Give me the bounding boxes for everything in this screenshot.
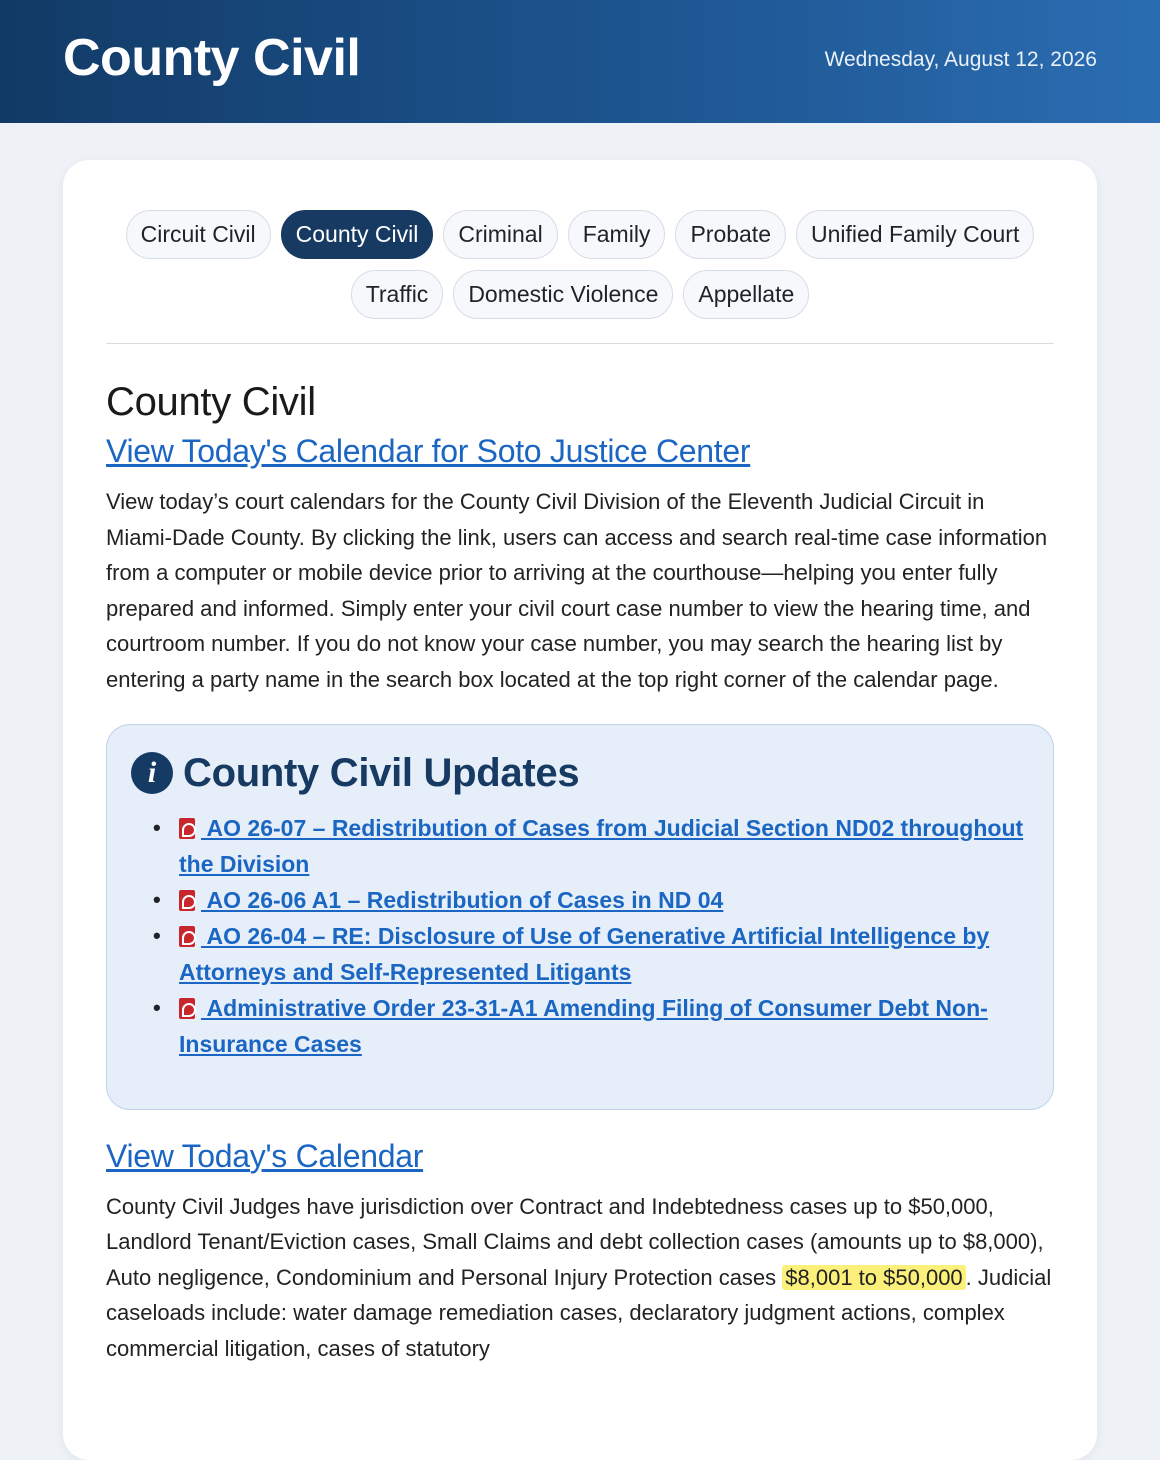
tab-family[interactable]: Family [568, 210, 666, 259]
updates-header [131, 751, 1029, 796]
updates-list [131, 810, 1029, 1062]
list-item [179, 990, 1029, 1062]
pdf-icon [179, 998, 195, 1019]
update-link-text: AO 26-07 – Redistribution of Cases from Judicial Section ND02 throughout the Division [179, 814, 1024, 877]
division-tabs [106, 160, 1054, 344]
update-link[interactable] [179, 923, 989, 985]
pdf-icon [179, 926, 195, 947]
info-icon: i [131, 752, 173, 794]
current-date: Wednesday, August 12, 2026 [824, 47, 1097, 71]
pdf-icon [179, 890, 195, 911]
update-link-text: Administrative Order 23-31-A1 Amending Filing of Consumer Debt Non-Insurance Cases [179, 994, 988, 1057]
todays-calendar-link[interactable]: View Today's Calendar [106, 1137, 424, 1174]
soto-calendar-link[interactable]: View Today's Calendar for Soto Justice Center [106, 433, 751, 469]
tab-probate[interactable]: Probate [675, 210, 786, 259]
page-title: County Civil [106, 380, 316, 424]
intro-paragraph: View today’s court calendars for the County Civil Division of the Eleventh Judicial Circuit in Miami-Dade County. By clicking the link, users can access and search real-time case information from a computer or mobile device prior to arriving at the courthouse—helping you enter fully prepared and informed. Simply enter your civil court case number to view the hearing time, and courtroom number. If you do not know your case number, you may search the hearing list by entering a party name in the search box located at the top right corner of the calendar page. [106, 489, 1048, 692]
pdf-icon [179, 818, 195, 839]
site-title: County Civil [63, 28, 361, 87]
tab-criminal[interactable]: Criminal [443, 210, 557, 259]
update-link-text: AO 26-04 – RE: Disclosure of Use of Generative Artificial Intelligence by Attorneys and Self-Represented Litigants [179, 922, 990, 985]
jurisdiction-text: County Civil Judges have jurisdiction over Contract and Indebtedness cases up to $50,000, Landlord Tenant/Eviction cases, Small Claims and debt collection cases (amounts up to $8,000), Auto negligence, Condominium and Personal Injury Protection cases [106, 1193, 1044, 1290]
tab-unified-family-court[interactable]: Unified Family Court [796, 210, 1034, 259]
jurisdiction-paragraph [106, 1189, 1054, 1367]
update-link-text: AO 26-06 A1 – Redistribution of Cases in ND 04 [201, 886, 724, 913]
update-link[interactable] [179, 815, 1023, 877]
list-item [179, 918, 1029, 990]
highlighted-amount: $8,001 to $50,000 [782, 1265, 965, 1290]
tab-county-civil[interactable]: County Civil [281, 210, 434, 259]
tab-circuit-civil[interactable]: Circuit Civil [126, 210, 271, 259]
update-link[interactable] [179, 995, 988, 1057]
tab-traffic[interactable]: Traffic [351, 270, 444, 319]
content-card [63, 160, 1097, 1460]
updates-panel [106, 724, 1054, 1110]
tab-appellate[interactable]: Appellate [683, 270, 809, 319]
update-link[interactable] [179, 887, 723, 913]
site-header [0, 0, 1160, 123]
jurisdiction-text-cont: . Judicial caseloads include: water damage remediation cases, declaratory judgment actions, complex commercial litigation, cases of statutory [106, 1264, 1052, 1361]
list-item [179, 810, 1029, 882]
tab-domestic-violence[interactable]: Domestic Violence [453, 270, 673, 319]
list-item [179, 882, 1029, 918]
updates-title: County Civil Updates [183, 750, 580, 795]
